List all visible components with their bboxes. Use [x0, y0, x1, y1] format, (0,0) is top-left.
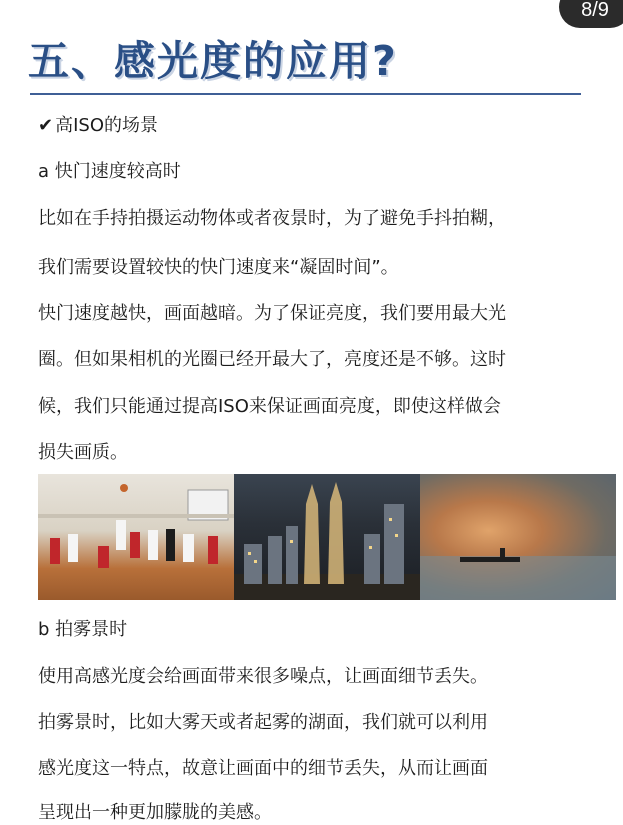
subsection-a-heading: a 快门速度较高时	[38, 161, 181, 182]
page-title: 五、感光度的应用?	[28, 37, 398, 85]
subsection-b-heading: b 拍雾景时	[38, 619, 128, 640]
basketball-photo	[38, 474, 234, 600]
paragraph-line: 呈现出一种更加朦胧的美感。	[38, 802, 272, 823]
paragraph-line: 感光度这一特点，故意让画面中的细节丢失，从而让画面	[38, 758, 488, 779]
paragraph-line: 我们需要设置较快的快门速度来“凝固时间”。	[38, 257, 399, 278]
paragraph-line: 拍雾景时，比如大雾天或者起雾的湖面，我们就可以利用	[38, 712, 488, 733]
foggy-lake-photo	[420, 474, 616, 600]
paragraph-line: 圈。但如果相机的光圈已经开最大了，亮度还是不够。这时	[38, 349, 506, 370]
title-divider	[30, 93, 581, 95]
section-heading-row	[38, 114, 158, 138]
night-city-photo	[234, 474, 420, 600]
page-indicator: 8/9	[559, 0, 623, 28]
section-heading: 高ISO的场景	[55, 115, 158, 136]
photo-strip	[38, 474, 616, 600]
paragraph-line: 损失画质。	[38, 442, 128, 463]
paragraph-line: 候，我们只能通过提高ISO来保证画面亮度，即使这样做会	[38, 396, 501, 417]
paragraph-line: 比如在手持拍摄运动物体或者夜景时，为了避免手抖拍糊，	[38, 208, 506, 229]
paragraph-line: 使用高感光度会给画面带来很多噪点，让画面细节丢失。	[38, 666, 488, 687]
checkmark-icon: ✔	[38, 115, 54, 136]
paragraph-line: 快门速度越快，画面越暗。为了保证亮度，我们要用最大光	[38, 303, 506, 324]
